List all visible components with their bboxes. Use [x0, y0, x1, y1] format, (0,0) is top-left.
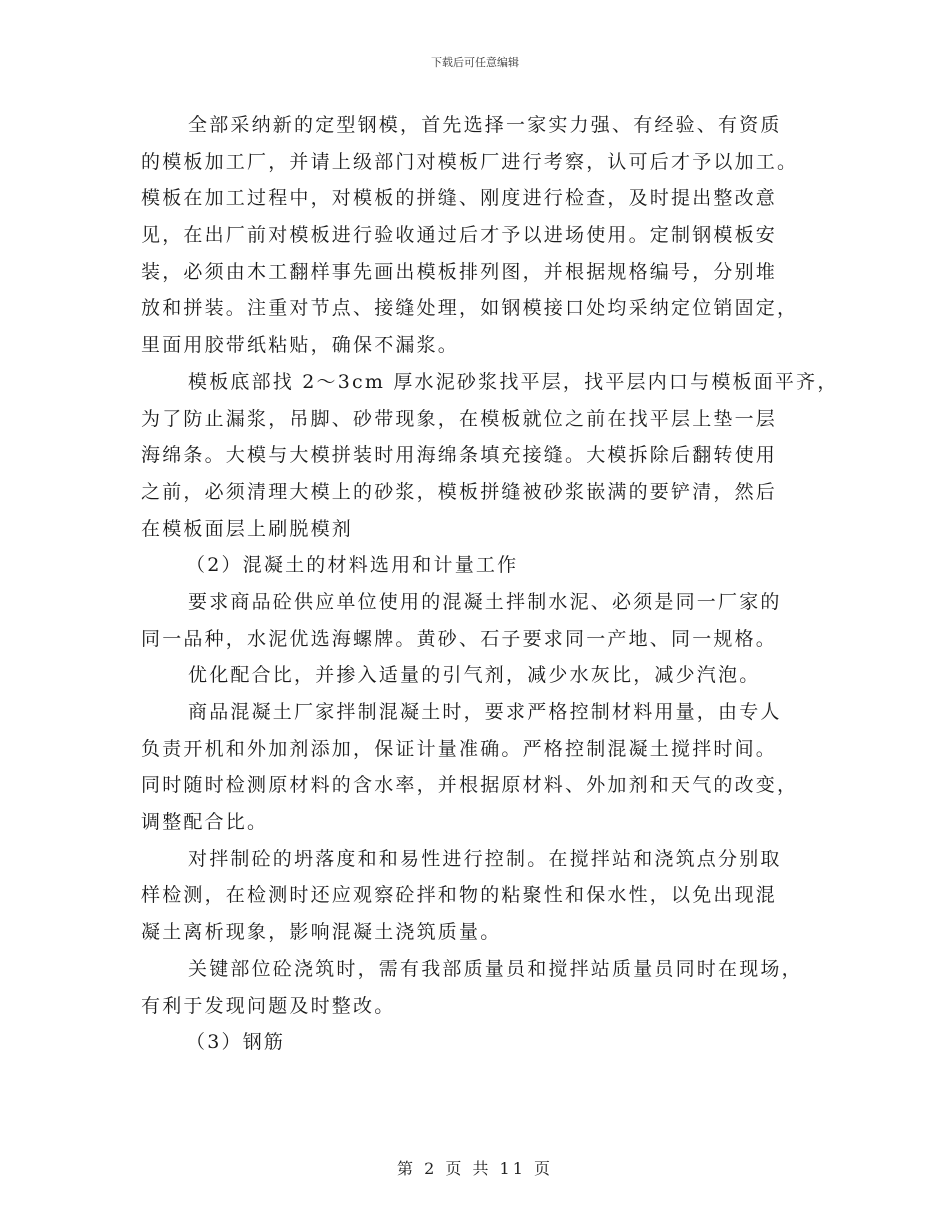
text-line: 装，必须由木工翻样事先画出模板排列图，并根据规格编号，分别堆	[141, 260, 778, 283]
text-line: 之前，必须清理大模上的砂浆，模板拼缝被砂浆嵌满的要铲清，然后	[141, 480, 778, 503]
text-line: 负责开机和外加剂添加，保证计量准确。严格控制混凝土搅拌时间。	[141, 737, 778, 760]
text-line: 同时随时检测原材料的含水率，并根据原材料、外加剂和天气的改变，	[141, 774, 799, 797]
text-line: （3）钢筋	[186, 1031, 286, 1054]
text-line: （2）混凝土的材料选用和计量工作	[186, 554, 519, 577]
text-line: 有利于发现问题及时整改。	[141, 994, 396, 1017]
text-line: 优化配合比，并掺入适量的引气剂，减少水灰比，减少汽泡。	[188, 664, 761, 687]
text-line: 模板底部找 2～3cm 厚水泥砂浆找平层，找平层内口与模板面平齐，	[188, 370, 839, 393]
text-line: 模板在加工过程中，对模板的拼缝、刚度进行检查，及时提出整改意	[141, 187, 778, 210]
text-line: 见，在出厂前对模板进行验收通过后才予以进场使用。定制钢模板安	[141, 224, 778, 247]
text-line: 里面用胶带纸粘贴，确保不漏浆。	[141, 334, 460, 357]
text-line: 凝土离析现象，影响混凝土浇筑质量。	[141, 921, 502, 944]
text-line: 放和拼装。注重对节点、接缝处理，如钢模接口处均采纳定位销固定，	[141, 297, 799, 320]
text-line: 在模板面层上刷脱模剂	[141, 517, 354, 540]
text-line: 商品混凝土厂家拌制混凝土时，要求严格控制材料用量，由专人	[188, 701, 782, 723]
text-line: 全部采纳新的定型钢模，首先选择一家实力强、有经验、有资质	[188, 114, 782, 136]
text-line: 要求商品砼供应单位使用的混凝土拌制水泥、必须是同一厂家的	[188, 590, 782, 613]
document-body	[141, 107, 839, 1061]
text-line: 调整配合比。	[141, 811, 269, 834]
page-header: 下载后可任意编辑	[431, 56, 519, 69]
text-line: 对拌制砼的坍落度和和易性进行控制。在搅拌站和浇筑点分别取	[188, 847, 782, 870]
text-line: 的模板加工厂，并请上级部门对模板厂进行考察，认可后才予以加工。	[141, 150, 799, 173]
text-line: 海绵条。大模与大模拼装时用海绵条填充接缝。大模拆除后翻转使用	[141, 444, 778, 467]
text-line: 同一品种，水泥优选海螺牌。黄砂、石子要求同一产地、同一规格。	[141, 627, 778, 650]
text-line: 关键部位砼浇筑时，需有我部质量员和搅拌站质量员同时在现场，	[188, 957, 803, 980]
text-line: 为了防止漏浆，吊脚、砂带现象，在模板就位之前在找平层上垫一层	[141, 407, 778, 430]
page-footer: 第 2 页 共 11 页	[397, 1159, 553, 1178]
text-line: 样检测，在检测时还应观察砼拌和物的粘聚性和保水性，以免出现混	[141, 884, 778, 907]
